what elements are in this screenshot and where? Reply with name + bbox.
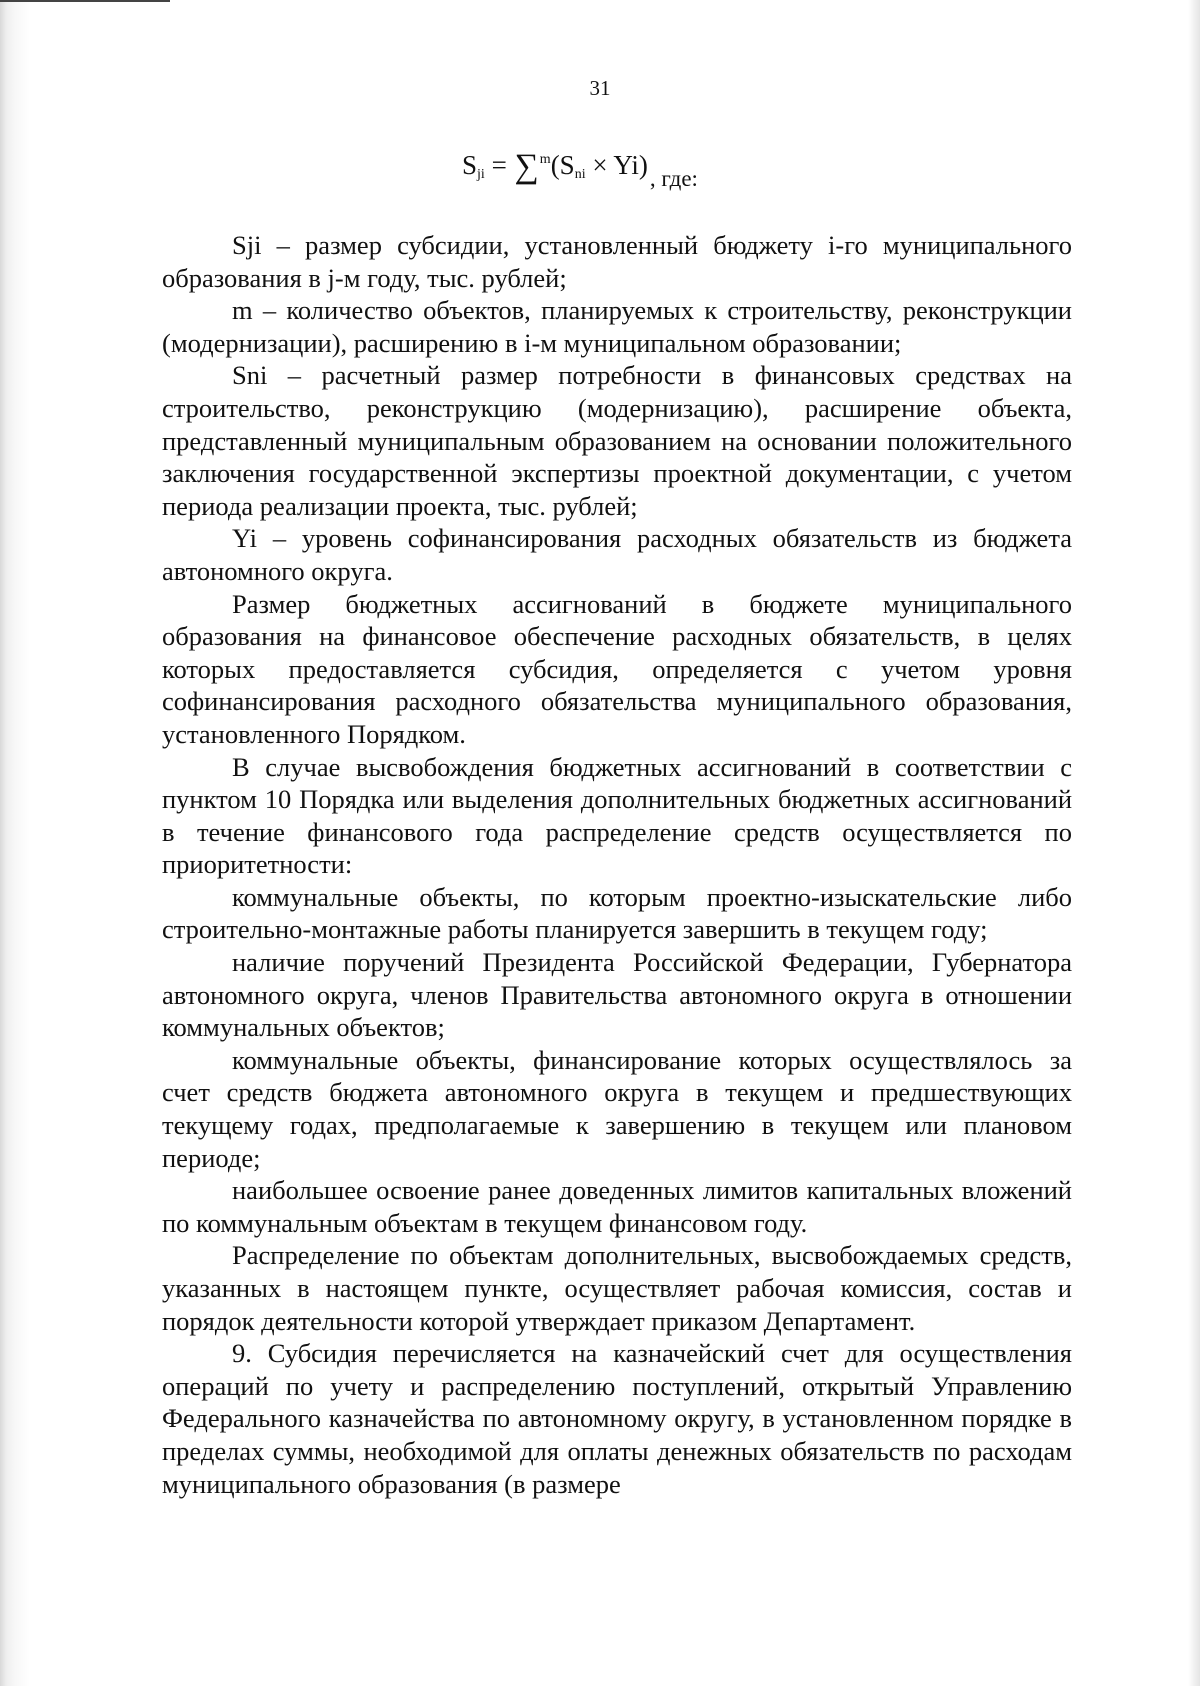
paragraph-m-definition: m – количество объектов, планируемых к строительству, реконструкции (модернизации), расширению в i-м муниципальном образовании;: [162, 295, 1072, 358]
formula-inner-subscript: ni: [574, 167, 586, 182]
paragraph-budget-size: Размер бюджетных ассигнований в бюджете муниципального образования на финансовое обеспечение расходных обязательств, в целях которых предоставляется субсидия, определяется с учетом уровня софинансирования расходного обязательства муниципального образования, установленного Порядком.: [162, 588, 1072, 749]
paragraph-priority-3: коммунальные объекты, финансирование которых осуществлялось за счет средств бюджета автономного округа в текущем и предшествующих текущему годах, предполагаемые к завершению в текущем или плановом периоде;: [162, 1044, 1072, 1173]
paragraph-priority-2: наличие поручений Президента Российской Федерации, Губернатора автономного округа, членов Правительства автономного округа в отношении коммунальных объектов;: [162, 947, 1072, 1043]
document-body: [162, 229, 1072, 1500]
paragraph-distribution: Распределение по объектам дополнительных, высвобождаемых средств, указанных в настоящем пункте, осуществляет рабочая комиссия, состав и порядок деятельности которой утверждает приказом Департамент.: [162, 1240, 1072, 1336]
paragraph-priority-1: коммунальные объекты, по которым проектно-изыскательские либо строительно-монтажные работы планируется завершить в текущем году;: [162, 881, 1072, 945]
scan-shadow-left: [0, 0, 30, 1686]
paragraph-item-9: 9. Субсидия перечисляется на казначейский счет для осуществления операций по учету и распределению поступлений, открытый Управлению Федерального казначейства по автономному округу, в установленном порядке в пределах суммы, необходимой для оплаты денежных обязательств по расходам муниципального образования (в размере: [162, 1338, 1072, 1499]
page-number: 31: [589, 76, 611, 100]
formula-lhs: S: [462, 150, 478, 180]
formula: [462, 148, 698, 191]
formula-rest: × Yi): [585, 150, 648, 180]
formula-equals: =: [491, 150, 507, 180]
scan-shadow-right: [1188, 0, 1200, 1686]
paragraph-sji-definition: Sji – размер субсидии, установленный бюджету i-го муниципального образования в j-м году, тыс. рублей;: [162, 230, 1072, 293]
paragraph-priority-4: наибольшее освоение ранее доведенных лимитов капитальных вложений по коммунальным объектам в текущем финансовом году.: [162, 1175, 1072, 1238]
paragraph-sni-definition: Sni – расчетный размер потребности в финансовых средствах на строительство, реконструкцию (модернизацию), расширение объекта, представленный муниципальным образованием на основании положительного заключения государственной экспертизы проектной документации, с учетом периода реализации проекта, тыс. рублей;: [162, 360, 1072, 521]
formula-lhs-subscript: ji: [477, 167, 485, 182]
paragraph-yi-definition: Yi – уровень софинансирования расходных обязательств из бюджета автономного округа.: [162, 523, 1072, 586]
formula-sigma-superscript: m: [539, 152, 551, 167]
formula-sigma-symbol: ∑: [514, 148, 539, 185]
paragraph-priority-intro: В случае высвобождения бюджетных ассигнований в соответствии с пунктом 10 Порядка или выделения дополнительных бюджетных ассигнований в течение финансового года распределение средств осуществляется по приоритетности:: [162, 751, 1072, 880]
formula-open: (S: [550, 150, 575, 180]
scan-corner-mark: [0, 0, 170, 2]
formula-where: , где:: [649, 166, 698, 191]
